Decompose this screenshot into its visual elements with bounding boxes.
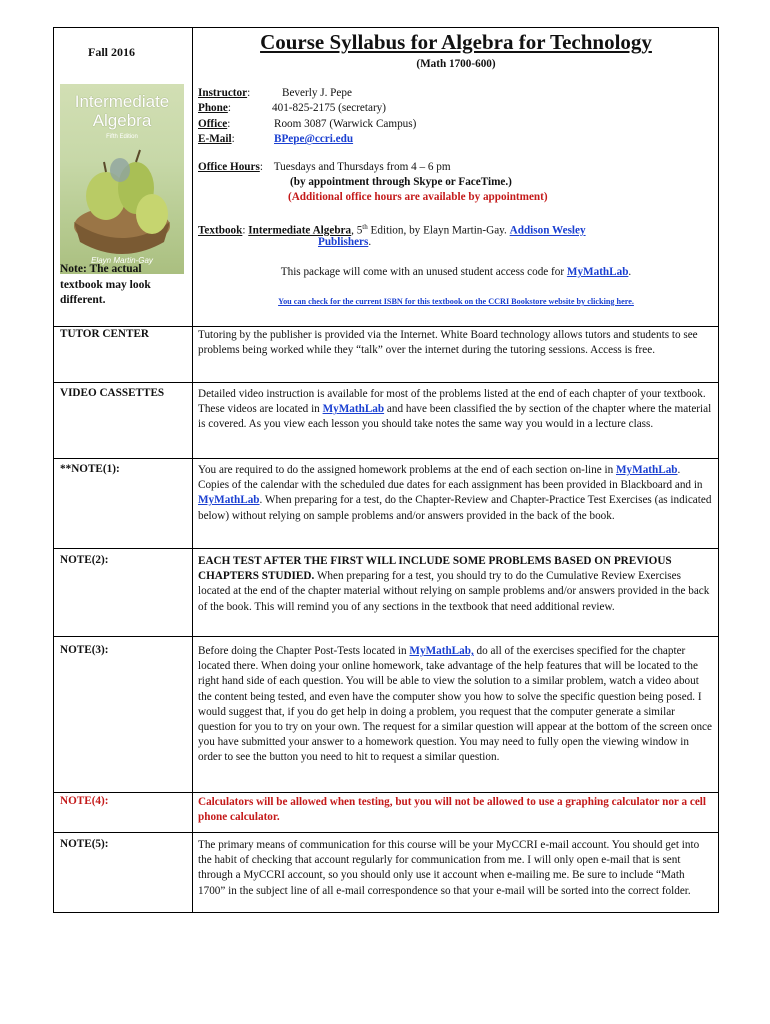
email-label: E-Mail [198, 133, 232, 146]
note3-label: NOTE(3): [60, 644, 109, 656]
syllabus-table [53, 27, 719, 913]
tutor-center-text: Tutoring by the publisher is provided via the Internet. White Board technology allows tutors and students to see problems being worked while they “talk” over the internet during the tutoring sessions. Access is free. [198, 329, 698, 357]
office-hours-additional: (Additional office hours are available by appointment) [288, 191, 548, 203]
pear-basket-illustration [60, 84, 184, 274]
instructor-values [272, 86, 416, 148]
note4-label: NOTE(4): [60, 795, 109, 807]
phone-label: Phone [198, 102, 228, 115]
video-cassettes-label: VIDEO CASSETTES [60, 387, 165, 399]
office-label: Office [198, 117, 228, 130]
textbook-cover-image [60, 84, 184, 274]
row-divider [54, 832, 718, 833]
isbn-link[interactable]: You can check for the current ISBN for this textbook on the CCRI Bookstore website by clicking here. [278, 297, 634, 306]
note1-label: **NOTE(1): [60, 463, 120, 475]
textbook-edition: Edition, by Elayn Martin-Gay. [367, 224, 510, 237]
row-divider [54, 458, 718, 459]
cover-title: Intermediate Algebra [74, 92, 170, 130]
office-hours-time: Tuesdays and Thursdays from 4 – 6 pm [273, 161, 451, 173]
row-divider [54, 382, 718, 383]
note1-text: You are required to do the assigned homework problems at the end of each section on-line in MyMathLab. Copies of the calendar with the scheduled due dates for each assignment has been provided in Blackboard and in MyMathLab. When preparing for a test, do the Chapter-Review and Chapter-Practice Test Exercises (as indicated below) without relying on sample problems and/or answers provided in the back of the book. [198, 464, 712, 522]
office-room: Room 3087 (Warwick Campus) [274, 117, 417, 130]
note2-label: NOTE(2): [60, 554, 109, 566]
mymathlab-link[interactable]: MyMathLab [322, 403, 385, 416]
instructor-info: Instructor: Phone: Office: E-Mail: [198, 87, 251, 146]
email-link[interactable]: BPepe@ccri.edu [274, 133, 354, 146]
course-number: (Math 1700-600) [416, 58, 496, 70]
note5-label: NOTE(5): [60, 838, 109, 850]
column-divider [192, 28, 193, 912]
isbn-note [192, 297, 720, 306]
note2-text: EACH TEST AFTER THE FIRST WILL INCLUDE SOME PROBLEMS BASED ON PREVIOUS CHAPTERS STUDIED. When preparing for a test, you should try to do the Cumulative Review Exercises located at the end of the chapter material without relying on sample problems and/or answers provided in the back of the book. This will remind you of any sections in the textbook that need additional review. [198, 555, 710, 613]
office-hours-label: Office Hours [198, 161, 260, 173]
note5-text: The primary means of communication for this course will be your MyCCRI e-mail account. You should get into the habit of checking that account regularly for communication from me. I will only open e-mail that is sent through a MyCCRI account, so you should only use it account when e-mailing me. Be sure to include “Math 1700” in the subject line of all e-mail correspondence so that your e-mail will be sorted into the correct folder. [198, 839, 700, 897]
cover-author: Elayn Martin-Gay [91, 256, 153, 265]
tutor-center-label: TUTOR CENTER [60, 328, 150, 340]
textbook-note: Note: The actual textbook may look different. [60, 263, 151, 306]
textbook-label: Textbook [198, 224, 243, 237]
cover-edition: Fifth Edition [106, 134, 138, 140]
package-note: This package will come with an unused student access code for MyMathLab. [280, 266, 632, 278]
publisher-link[interactable]: Addison Wesley [509, 224, 586, 237]
textbook-title: Intermediate Algebra [248, 224, 352, 237]
mymathlab-link[interactable]: MyMathLab [566, 266, 629, 278]
office-hours-appointment: (by appointment through Skype or FaceTime.) [290, 176, 512, 188]
mymathlab-link[interactable]: MyMathLab [615, 464, 678, 476]
video-cassettes-text: Detailed video instruction is available for most of the problems listed at the end of each chapter of your textbook. These videos are located in MyMathLab and have been classified the by section of the chapter where the material is covered. As you view each lesson you should take notes the same way you would in a lecture class. [198, 388, 712, 431]
mymathlab-link[interactable]: MyMathLab [198, 494, 260, 507]
row-divider [54, 326, 718, 327]
instructor-name: Beverly J. Pepe [282, 87, 352, 99]
mymathlab-link[interactable]: MyMathLab, [409, 645, 474, 657]
note3-text: Before doing the Chapter Post-Tests located in MyMathLab, do all of the exercises specified for the chapter located there. When doing your online homework, take advantage of the help features that will be located to the right hand side of each question. You will be able to view the solution to a similar problem, watch a video about the content being tested, and even have the computer show you how to solve the specific question being posed. I would suggest that, if you do get help in doing a problem, you request that the computer generate a similar question for you to try on your own. The request for a similar question will appear at the bottom of the screen once you have submitted your answer to a homework question. You may need to fully open the viewing window in order to see the button you need to hit to request a similar question. [198, 645, 712, 764]
note4-text: Calculators will be allowed when testing, but you will not be allowed to use a graphing calculator nor a cell phone calculator. [198, 796, 707, 824]
page-title: Course Syllabus for Algebra for Technology [260, 30, 652, 54]
publisher-link-line2: Publishers. [318, 236, 372, 248]
row-divider [54, 636, 718, 637]
office-hours: Office Hours: Tuesdays and Thursdays from 4 – 6 pm [198, 161, 451, 173]
textbook-info: Textbook: Intermediate Algebra, 5th Edition, by Elayn Martin-Gay. Addison Wesley [198, 223, 586, 237]
term-label: Fall 2016 [88, 45, 135, 59]
phone-number: 401-825-2175 (secretary) [272, 102, 387, 115]
row-divider [54, 792, 718, 793]
row-divider [54, 548, 718, 549]
instructor-label: Instructor [198, 87, 248, 99]
